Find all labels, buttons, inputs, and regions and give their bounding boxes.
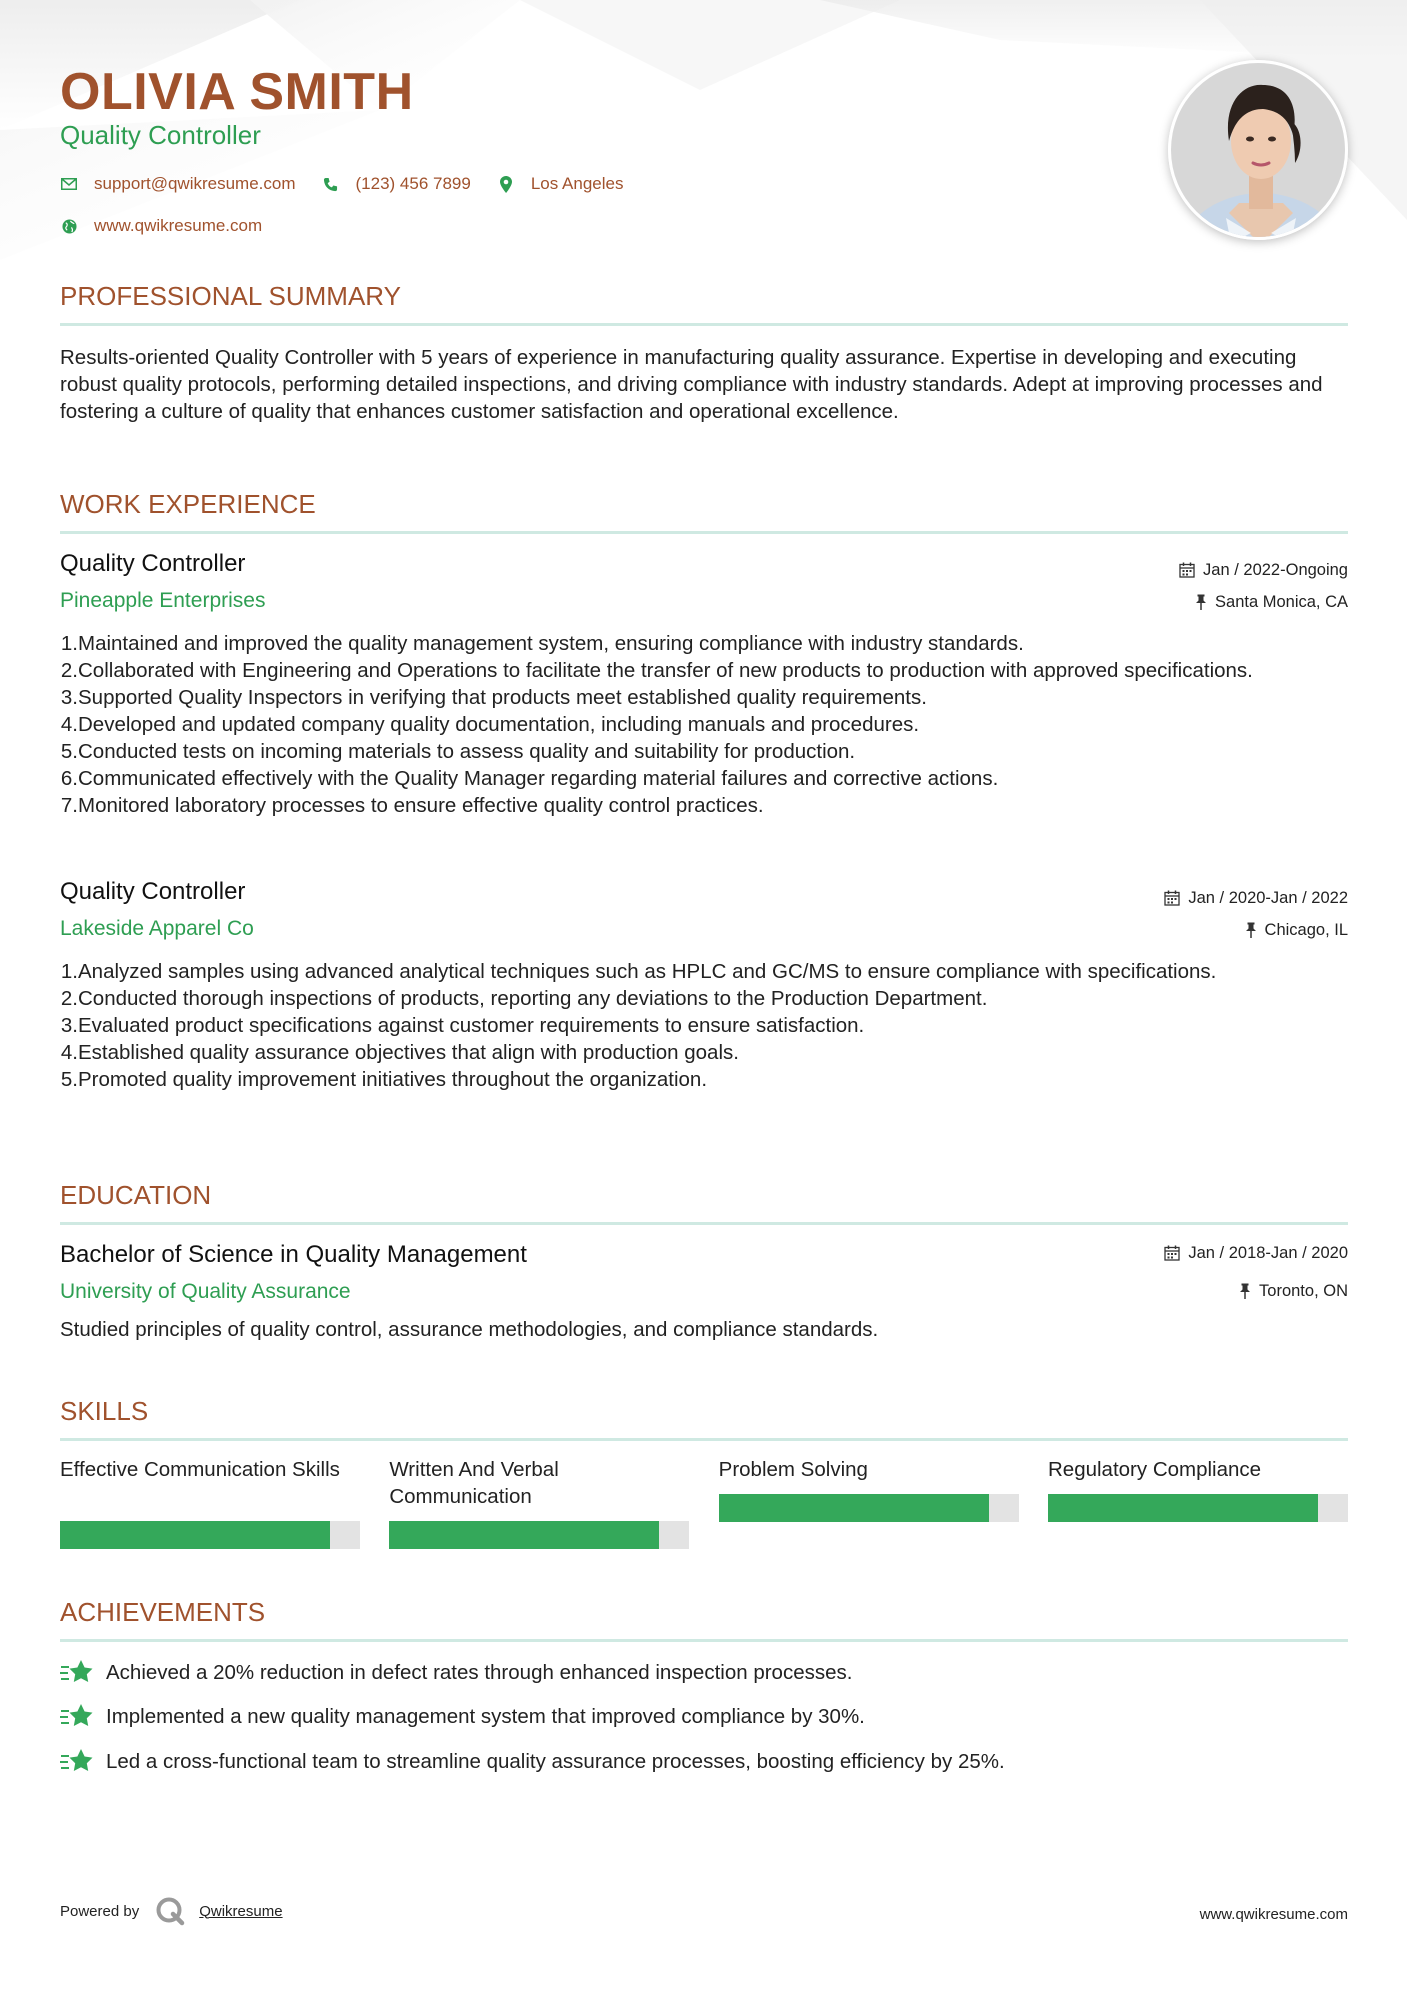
summary-text: Results-oriented Quality Controller with 5 years of experience in manufacturing quality assurance. Expertise in developing and executing robust quality protocols, performing detailed inspections, and driving compliance with industry standards. Adept at improving processes and fostering a culture of quality that enhances customer satisfaction and operational excellence. [60, 346, 1323, 423]
globe-icon [60, 217, 78, 235]
list-item: 4. Established quality assurance objectives that align with production goals. [60, 1041, 739, 1064]
skill-item [60, 1456, 360, 1552]
profile-photo [1168, 60, 1348, 240]
footer-website[interactable]: www.qwikresume.com [1199, 1906, 1348, 1923]
candidate-title: Quality Controller [60, 120, 261, 150]
job-location-text: Santa Monica, CA [1215, 593, 1348, 611]
skill-name: Regulatory Compliance [1047, 1458, 1262, 1481]
footer-brand-link[interactable]: Qwikresume [199, 1902, 283, 1920]
education-location [1239, 1281, 1348, 1301]
qwikresume-logo-icon [155, 1896, 185, 1926]
contact-website[interactable] [60, 215, 262, 237]
job-dates [1164, 888, 1348, 908]
calendar-icon [1164, 1245, 1180, 1261]
skills-heading: SKILLS [60, 1396, 1348, 1441]
pushpin-icon [1245, 922, 1257, 938]
list-item: 3. Supported Quality Inspectors in verifying that products meet established quality requirements. [60, 686, 927, 709]
list-item: 4. Developed and updated company quality documentation, including manuals and procedures. [60, 713, 920, 736]
list-item: 1. Maintained and improved the quality management system, ensuring compliance with industry standards. [60, 632, 1024, 655]
job-title: Quality Controller [60, 550, 246, 577]
skill-level-fill [60, 1521, 330, 1549]
job-location [1245, 920, 1348, 940]
skill-level-bar [389, 1521, 689, 1549]
list-item: 1. Analyzed samples using advanced analytical techniques such as HPLC and GC/MS to ensure compliance with specifications. [60, 960, 1217, 983]
achievements-heading: ACHIEVEMENTS [60, 1597, 1348, 1642]
education-school: University of Quality Assurance [60, 1280, 351, 1303]
job-company: Pineapple Enterprises [60, 589, 266, 612]
list-item: 7. Monitored laboratory processes to ensure effective quality control practices. [60, 794, 764, 817]
list-item: 3. Evaluated product specifications against customer requirements to ensure satisfaction. [60, 1014, 865, 1037]
contact-row-primary [60, 173, 649, 195]
list-item: 2. Collaborated with Engineering and Operations to facilitate the transfer of new products to production with approved specifications. [60, 659, 1253, 682]
phone-icon [322, 175, 340, 193]
map-pin-icon [497, 175, 515, 193]
achievement-item [60, 1746, 1005, 1776]
contact-row-secondary [60, 215, 288, 237]
job-responsibilities [60, 630, 1348, 819]
email-text: support@qwikresume.com [94, 174, 296, 193]
education-heading: EDUCATION [60, 1180, 1348, 1225]
education-dates [1164, 1243, 1348, 1263]
skill-item [389, 1456, 689, 1552]
job-dates [1179, 560, 1348, 580]
job-location-text: Chicago, IL [1264, 921, 1348, 939]
contact-phone[interactable] [322, 173, 471, 195]
education-dates-text: Jan / 2018-Jan / 2020 [1188, 1244, 1348, 1262]
list-item: 2. Conducted thorough inspections of products, reporting any deviations to the Production Department. [60, 987, 988, 1010]
job-dates-text: Jan / 2020-Jan / 2022 [1188, 889, 1348, 907]
education-location-text: Toronto, ON [1259, 1282, 1348, 1300]
skill-level-bar [1048, 1494, 1348, 1522]
list-item: 5. Promoted quality improvement initiatives throughout the organization. [60, 1068, 708, 1091]
skill-name: Problem Solving [718, 1458, 868, 1481]
experience-heading: WORK EXPERIENCE [60, 489, 1348, 534]
skill-level-bar [60, 1521, 360, 1549]
star-icon [60, 1657, 94, 1687]
star-icon [60, 1746, 94, 1776]
achievement-text: Implemented a new quality management system that improved compliance by 30%. [106, 1704, 865, 1728]
pushpin-icon [1195, 594, 1207, 610]
skill-name: Effective Communication Skills [60, 1458, 340, 1481]
phone-text: (123) 456 7899 [355, 174, 471, 193]
job-location [1195, 592, 1348, 612]
job-responsibilities [60, 958, 1348, 1093]
envelope-icon [60, 175, 78, 193]
achievement-text: Achieved a 20% reduction in defect rates through enhanced inspection processes. [106, 1660, 853, 1684]
footer-powered-by [60, 1896, 283, 1926]
website-text: www.qwikresume.com [94, 216, 263, 235]
calendar-icon [1164, 890, 1180, 906]
skill-level-fill [1048, 1494, 1318, 1522]
list-item: 5. Conducted tests on incoming materials to assess quality and suitability for production. [60, 740, 856, 763]
summary-heading: PROFESSIONAL SUMMARY [60, 281, 1348, 326]
calendar-icon [1179, 562, 1195, 578]
star-icon [60, 1701, 94, 1731]
contact-location [497, 173, 624, 195]
location-text: Los Angeles [530, 174, 624, 193]
skill-level-fill [389, 1521, 659, 1549]
education-description: Studied principles of quality control, assurance methodologies, and compliance standards. [60, 1318, 879, 1341]
candidate-name: OLIVIA SMITH [60, 63, 414, 121]
education-degree: Bachelor of Science in Quality Management [60, 1241, 527, 1268]
contact-email[interactable] [60, 173, 296, 195]
achievement-text: Led a cross-functional team to streamline quality assurance processes, boosting efficiency by 25%. [106, 1749, 1005, 1773]
job-dates-text: Jan / 2022-Ongoing [1203, 561, 1348, 579]
skill-name: Written And Verbal Communication [389, 1458, 559, 1508]
skill-item [1048, 1456, 1348, 1552]
achievement-item [60, 1657, 852, 1687]
skill-level-fill [719, 1494, 989, 1522]
skills-list [60, 1456, 1348, 1552]
job-company: Lakeside Apparel Co [60, 917, 254, 940]
skill-item [719, 1456, 1019, 1552]
skill-level-bar [719, 1494, 1019, 1522]
job-title: Quality Controller [60, 878, 246, 905]
achievement-item [60, 1701, 865, 1731]
powered-by-label: Powered by [60, 1902, 140, 1920]
list-item: 6. Communicated effectively with the Quality Manager regarding material failures and corrective actions. [60, 767, 999, 790]
pushpin-icon [1239, 1283, 1251, 1299]
